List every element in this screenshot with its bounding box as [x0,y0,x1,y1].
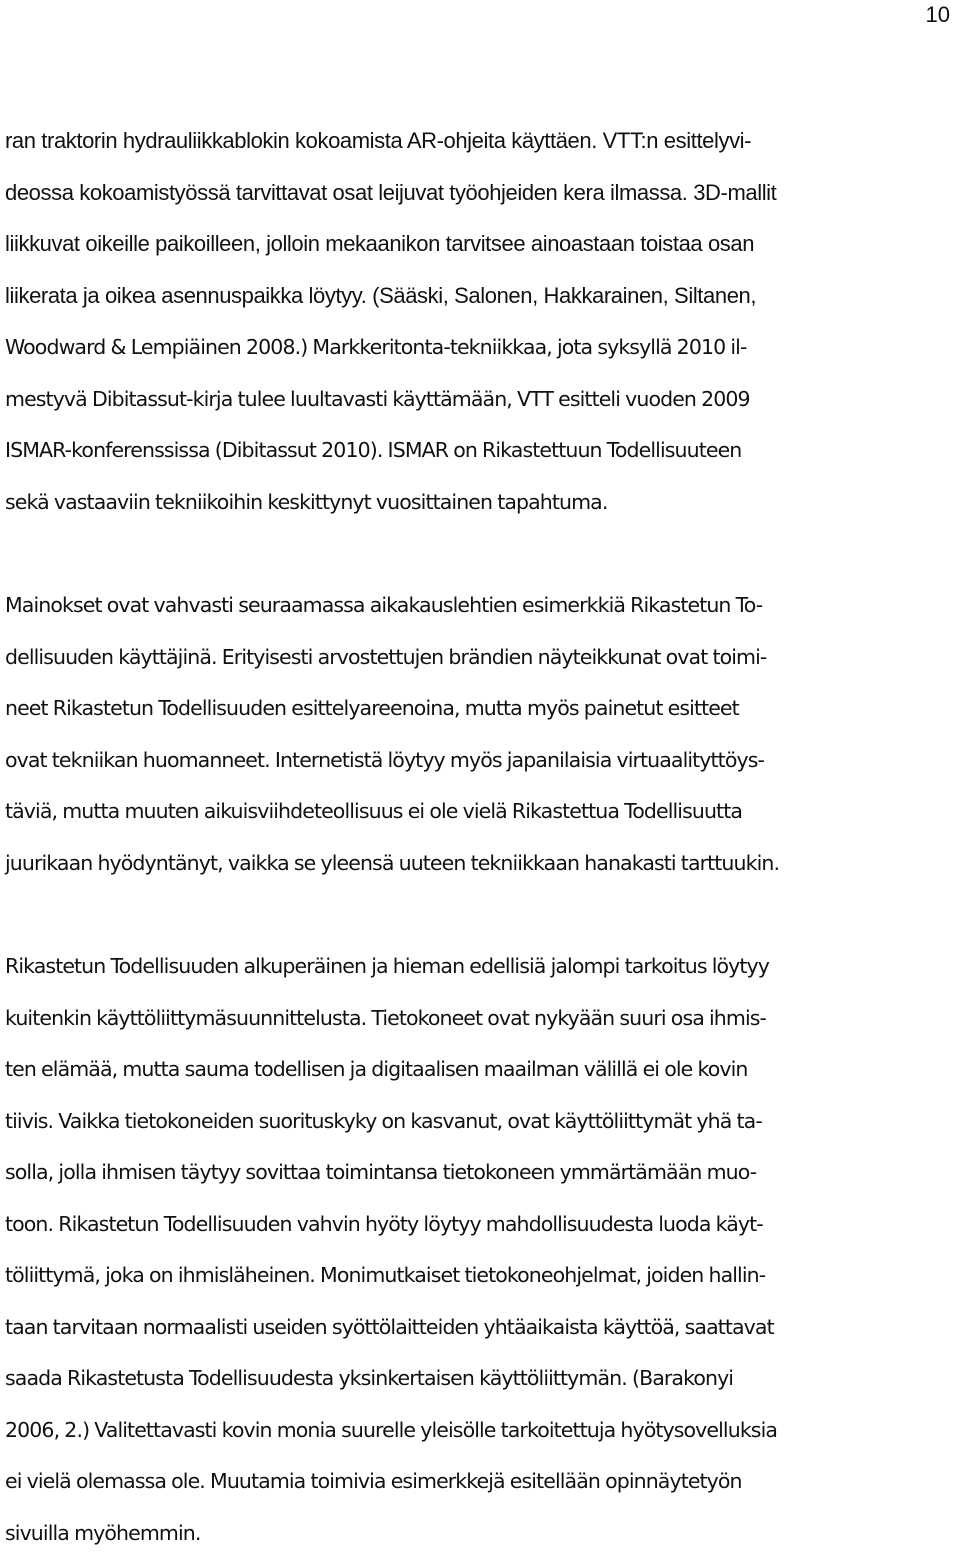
text-line: deossa kokoamistyössä tarvittavat osat leijuvat työohjeiden kera ilmassa. 3D-mallit [5,180,777,205]
text-line: Woodward & Lempiäinen 2008.) Markkeritonta-tekniikkaa, jota syksyllä 2010 il- [5,335,747,359]
text-line: töliittymä, joka on ihmisläheinen. Monimutkaiset tietokoneohjelmat, joiden hallin- [5,1263,766,1287]
text-line: liikerata ja oikea asennuspaikka löytyy. (Sääski, Salonen, Hakkarainen, Siltanen, [5,283,757,308]
text-line: juurikaan hyödyntänyt, vaikka se yleensä uuteen tekniikkaan hanakasti tarttuukin. [5,851,780,875]
text-line: ran traktorin hydrauliikkablokin kokoamista AR-ohjeita käyttäen. VTT:n esittelyvi- [5,128,752,153]
text-line: Rikastetun Todellisuuden alkuperäinen ja hieman edellisiä jalompi tarkoitus löytyy [5,954,769,978]
text-line: toon. Rikastetun Todellisuuden vahvin hyöty löytyy mahdollisuudesta luoda käyt- [5,1212,763,1236]
page-number: 10 [925,2,950,27]
text-line: 2006, 2.) Valitettavasti kovin monia suurelle yleisölle tarkoitettuja hyötysovelluksia [5,1418,778,1442]
text-line: sivuilla myöhemmin. [5,1521,201,1545]
text-line: dellisuuden käyttäjinä. Erityisesti arvostettujen brändien näyteikkunat ovat toimi- [5,645,767,669]
text-line: täviä, mutta muuten aikuisviihdeteollisuus ei ole vielä Rikastettua Todellisuutta [5,799,742,823]
text-line: solla, jolla ihmisen täytyy sovittaa toimintansa tietokoneen ymmärtämään muo- [5,1160,757,1184]
text-line: tiivis. Vaikka tietokoneiden suorituskyky on kasvanut, ovat käyttöliittymät yhä ta- [5,1109,762,1133]
text-line: ovat tekniikan huomanneet. Internetistä löytyy myös japanilaisia virtuaalityttöys- [5,748,764,772]
text-line: kuitenkin käyttöliittymäsuunnittelusta. Tietokoneet ovat nykyään suuri osa ihmis- [5,1006,767,1030]
text-line: mestyvä Dibitassut-kirja tulee luultavasti käyttämään, VTT esitteli vuoden 2009 [5,387,750,411]
text-line: liikkuvat oikeille paikoilleen, jolloin mekaanikon tarvitsee ainoastaan toistaa osan [5,231,755,256]
text-line: saada Rikastetusta Todellisuudesta yksinkertaisen käyttöliittymän. (Barakonyi [5,1366,734,1390]
text-line: sekä vastaaviin tekniikoihin keskittynyt vuosittainen tapahtuma. [5,490,608,514]
text-line: ten elämää, mutta sauma todellisen ja digitaalisen maailman välillä ei ole kovin [5,1057,748,1081]
text-line: Mainokset ovat vahvasti seuraamassa aikakauslehtien esimerkkiä Rikastetun To- [5,593,763,617]
text-line: neet Rikastetun Todellisuuden esittelyareenoina, mutta myös painetut esitteet [5,696,739,720]
text-line: ei vielä olemassa ole. Muutamia toimivia esimerkkejä esitellään opinnäytetyön [5,1469,742,1493]
text-line: taan tarvitaan normaalisti useiden syöttölaitteiden yhtäaikaista käyttöä, saattavat [5,1315,774,1339]
text-line: ISMAR-konferenssissa (Dibitassut 2010). ISMAR on Rikastettuun Todellisuuteen [5,438,742,462]
